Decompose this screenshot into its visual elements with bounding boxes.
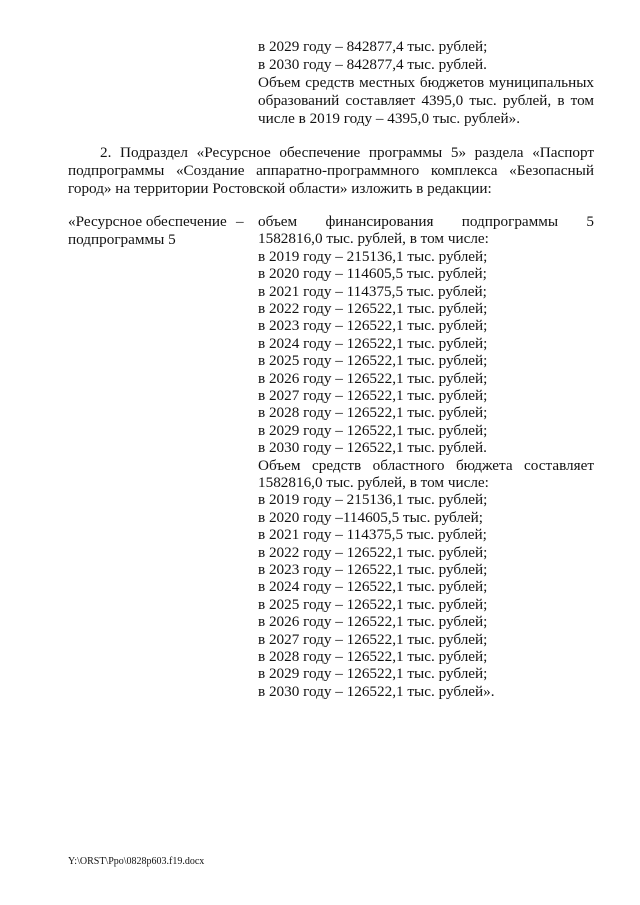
table-value-line: в 2025 году – 126522,1 тыс. рублей;	[258, 352, 488, 370]
table-value-line: в 2021 году – 114375,5 тыс. рублей;	[258, 282, 487, 300]
table-value-line: объем финансирования подпрограммы 5	[258, 213, 594, 230]
table-value-line: в 2027 году – 126522,1 тыс. рублей;	[258, 387, 488, 404]
table-value-line: в 2022 году – 126522,1 тыс. рублей;	[258, 543, 488, 561]
table-value-line: в 2021 году – 114375,5 тыс. рублей;	[258, 526, 487, 544]
top-line-1: в 2029 году – 842877,4 тыс. рублей;	[258, 38, 488, 55]
top-line-2: в 2030 году – 842877,4 тыс. рублей.	[258, 56, 487, 73]
table-value-line: в 2027 году – 126522,1 тыс. рублей;	[258, 630, 488, 648]
table-value-line: в 2029 году – 126522,1 тыс. рублей;	[258, 665, 488, 683]
table-value-line: в 2029 году – 126522,1 тыс. рублей;	[258, 421, 488, 439]
table-value-line: в 2023 году – 126522,1 тыс. рублей;	[258, 317, 488, 335]
paragraph-line-1: 2. Подраздел «Ресурсное обеспечение программы 5» раздела «Паспорт	[100, 144, 594, 161]
table-value-line: в 2026 году – 126522,1 тыс. рублей;	[258, 613, 488, 631]
table-value-line: в 2028 году – 126522,1 тыс. рублей;	[258, 404, 488, 422]
paragraph-line-2: подпрограммы «Создание аппаратно-программного комплекса «Безопасный	[68, 162, 594, 179]
table-value-line: в 2024 году – 126522,1 тыс. рублей;	[258, 578, 488, 596]
table-value-line: в 2030 году – 126522,1 тыс. рублей».	[258, 682, 495, 700]
top-line-4: образований составляет 4395,0 тыс. рублей, в том	[258, 92, 594, 109]
paragraph-line-3: город» на территории Ростовской области» изложить в редакции:	[68, 180, 492, 197]
table-value-line: Объем средств областного бюджета составляет	[258, 456, 594, 474]
table-value-line: в 2026 году – 126522,1 тыс. рублей;	[258, 369, 488, 387]
table-value-line: 1582816,0 тыс. рублей, в том числе:	[258, 230, 489, 248]
table-value-line: в 2019 году – 215136,1 тыс. рублей;	[258, 247, 488, 265]
top-line-3: Объем средств местных бюджетов муниципальных	[258, 74, 594, 91]
table-value-line: 1582816,0 тыс. рублей, в том числе:	[258, 474, 489, 491]
table-value-line: в 2019 году – 215136,1 тыс. рублей;	[258, 491, 488, 509]
file-path-footer: Y:\ORST\Ppo\0828p603.f19.docx	[68, 856, 205, 867]
table-value-line: в 2025 году – 126522,1 тыс. рублей;	[258, 595, 488, 613]
table-value-line: в 2023 году – 126522,1 тыс. рублей;	[258, 561, 488, 578]
table-label-line-1: «Ресурсное обеспечение	[68, 213, 227, 230]
table-label-line-2: подпрограммы 5	[68, 231, 176, 248]
table-dash: –	[236, 213, 244, 230]
table-value-line: в 2024 году – 126522,1 тыс. рублей;	[258, 334, 488, 352]
table-value-line: в 2022 году – 126522,1 тыс. рублей;	[258, 300, 488, 317]
table-value-line: в 2020 году – 114605,5 тыс. рублей;	[258, 265, 487, 283]
table-value-line: в 2030 году – 126522,1 тыс. рублей.	[258, 439, 487, 457]
table-value-line: в 2028 году – 126522,1 тыс. рублей;	[258, 648, 488, 665]
top-line-5: числе в 2019 году – 4395,0 тыс. рублей».	[258, 110, 520, 127]
table-value-line: в 2020 году –114605,5 тыс. рублей;	[258, 508, 484, 526]
